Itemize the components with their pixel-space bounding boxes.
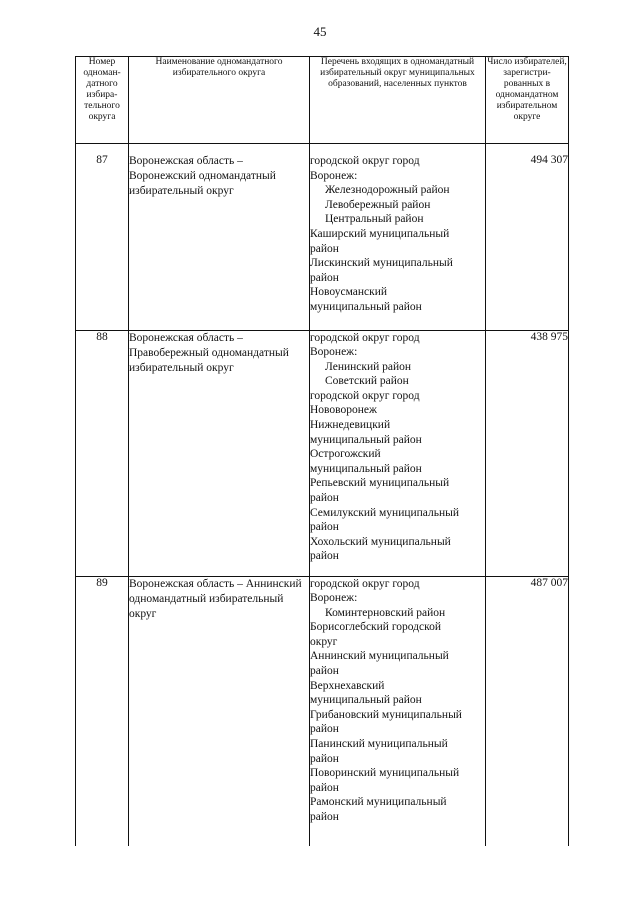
- member-line: Грибановский муниципальный: [310, 708, 462, 721]
- table-header-row: [76, 57, 569, 144]
- member-line: Воронеж:: [310, 592, 358, 605]
- member-line: Ленинский район: [325, 360, 412, 373]
- district-name: Воронежская область – Правобережный одномандатный избирательный округ: [129, 330, 310, 576]
- member-line: Каширский муниципальный: [310, 227, 450, 240]
- member-line: Нововоронеж: [310, 404, 377, 417]
- district-members: [310, 154, 486, 330]
- district-row: [76, 330, 569, 576]
- member-line: Железнодорожный район: [325, 184, 450, 197]
- district-members: [310, 330, 486, 576]
- member-line: городской округ город: [310, 155, 420, 167]
- member-line: район: [310, 492, 339, 505]
- member-line: Воронеж:: [310, 346, 358, 359]
- member-line: Панинский муниципальный: [310, 738, 448, 751]
- member-line: Борисоглебский городской: [310, 621, 442, 634]
- member-line: Воронеж:: [310, 169, 358, 182]
- district-members: [310, 576, 486, 846]
- header-name: Наименование одномандатного избирательного округа: [129, 57, 310, 144]
- member-line: район: [310, 242, 339, 255]
- district-row: [76, 154, 569, 330]
- member-line: Нижнедевицкий: [310, 419, 391, 432]
- member-line: Рамонский муниципальный: [310, 796, 447, 809]
- member-line: Семилукский муниципальный: [310, 506, 460, 519]
- member-line: муниципальный район: [310, 694, 422, 707]
- member-line: Левобережный район: [325, 198, 431, 211]
- member-line: район: [310, 271, 339, 284]
- member-line: район: [310, 752, 339, 765]
- member-line: Хохольский муниципальный: [310, 535, 451, 548]
- districts-body: [76, 154, 569, 846]
- member-line: муниципальный район: [310, 433, 422, 446]
- header-number: Номер одноман-датного избира-тельного округа: [76, 57, 129, 144]
- member-line: район: [310, 811, 339, 823]
- member-line: муниципальный район: [310, 300, 422, 313]
- member-line: Острогожский: [310, 448, 381, 461]
- member-line: Новоусманский: [310, 286, 388, 299]
- district-voters: 494 307: [486, 154, 569, 330]
- member-line: Поворинский муниципальный: [310, 767, 460, 780]
- member-line: район: [310, 550, 339, 563]
- member-line: район: [310, 521, 339, 534]
- district-voters: 438 975: [486, 330, 569, 576]
- member-line: городской округ город: [310, 389, 420, 402]
- member-line: округ: [310, 635, 338, 648]
- district-voters: 487 007: [486, 576, 569, 846]
- member-line: городской округ город: [310, 577, 420, 590]
- page-number: 45: [313, 24, 327, 39]
- member-line: Лискинский муниципальный: [310, 257, 453, 270]
- member-line: Советский район: [325, 375, 409, 388]
- member-line: район: [310, 723, 339, 736]
- district-number: 89: [76, 576, 129, 846]
- district-name: Воронежская область – Воронежский одномандатный избирательный округ: [129, 154, 310, 330]
- member-line: район: [310, 665, 339, 678]
- district-number: 87: [76, 154, 129, 330]
- member-line: муниципальный район: [310, 462, 422, 475]
- member-line: городской округ город: [310, 331, 420, 344]
- member-line: Репьевский муниципальный: [310, 477, 450, 490]
- district-number: 88: [76, 330, 129, 576]
- header-voters: Число избирателей, зарегистри-рованных в одномандатном избирательном округе: [486, 57, 569, 144]
- member-line: Аннинский муниципальный: [310, 650, 449, 663]
- district-row: [76, 576, 569, 846]
- member-line: район: [310, 781, 339, 794]
- member-line: Верхнехавский: [310, 679, 385, 692]
- member-line: Центральный район: [325, 213, 424, 226]
- district-name: Воронежская область – Аннинский одномандатный избирательный округ: [129, 576, 310, 846]
- districts-table: [75, 56, 569, 846]
- member-line: Коминтерновский район: [325, 606, 446, 619]
- header-members: Перечень входящих в одномандатный избирательный округ муниципальных образований, населенных пунктов: [310, 57, 486, 144]
